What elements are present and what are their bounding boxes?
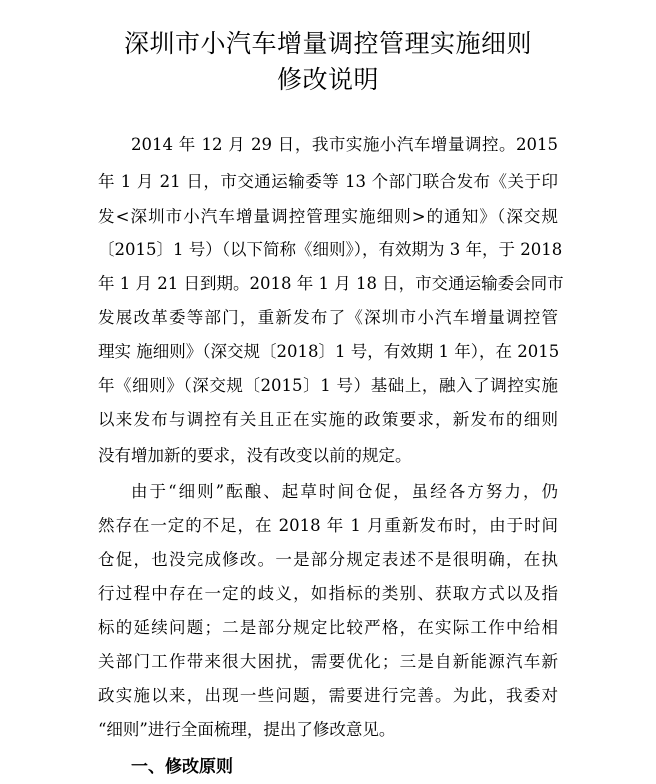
document-title-line2: 修改说明 <box>276 65 379 94</box>
paragraph-1-line-9: 以来发布与调控有关且正在实施的政策要求，新发布的细则 <box>98 410 558 429</box>
paragraph-2-line-4: 行过程中存在一定的歧义，如指标的类别、获取方式以及指 <box>98 584 558 603</box>
paragraph-1-line-5: 年 1 月 21 日到期。2018 年 1 月 18 日，市交通运输委会同市 <box>98 274 564 293</box>
paragraph-1-line-7: 理实 施细则》（深交规〔2018〕1 号，有效期 1 年），在 2015 <box>98 342 560 361</box>
paragraph-1-line-10: 没有增加新的要求，没有改变以前的规定。 <box>98 446 412 465</box>
paragraph-2-line-5: 标的延续问题；二是部分规定比较严格，在实际工作中给相 <box>98 618 558 637</box>
paragraph-2-line-6: 关部门工作带来很大困扰，需要优化；三是自新能源汽车新 <box>98 652 558 671</box>
paragraph-1-line-1: 2014 年 12 月 29 日，我市实施小汽车增量调控。2015 <box>131 135 558 154</box>
paragraph-1-line-2: 年 1 月 21 日，市交通运输委等 13 个部门联合发布《关于印 <box>98 172 558 191</box>
paragraph-2-line-3: 仓促，也没完成修改。一是部分规定表述不是很明确，在执 <box>98 550 558 569</box>
paragraph-1-line-3: 发<深圳市小汽车增量调控管理实施细则>的通知》（深交规 <box>98 207 558 226</box>
paragraph-2-line-1: 由于“细则”酝酿、起草时间仓促，虽经各方努力，仍 <box>131 482 558 501</box>
paragraph-1-line-4: 〔2015〕1 号）（以下简称《细则》），有效期为 3 年，于 2018 <box>98 240 563 259</box>
paragraph-1-line-8: 年《细则》（深交规〔2015〕1 号）基础上，融入了调控实施 <box>98 376 558 395</box>
document-title-line1: 深圳市小汽车增量调控管理实施细则 <box>123 29 532 58</box>
paragraph-2-line-7: 政实施以来，出现一些问题，需要进行完善。为此，我委对 <box>98 686 558 705</box>
paragraph-1-line-6: 发展改革委等部门，重新发布了《深圳市小汽车增量调控管 <box>98 308 558 327</box>
paragraph-2-line-2: 然存在一定的不足，在 2018 年 1 月重新发布时，由于时间 <box>98 516 558 535</box>
section-heading: 一、修改原则 <box>131 757 233 777</box>
paragraph-2-line-8: “细则”进行全面梳理，提出了修改意见。 <box>98 720 396 739</box>
